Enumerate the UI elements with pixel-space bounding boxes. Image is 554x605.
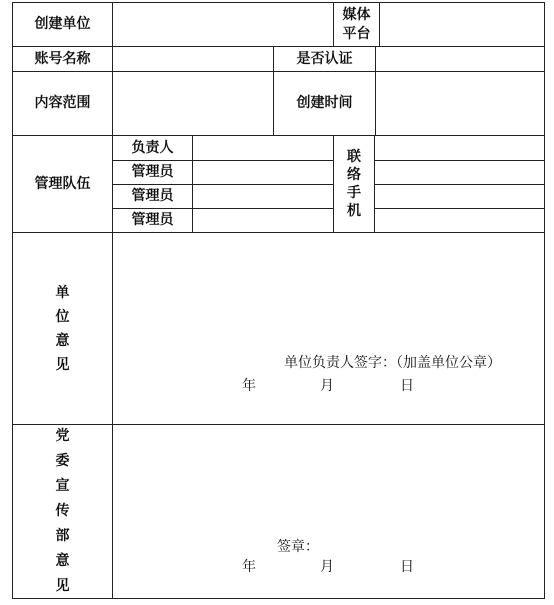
label-unit-opinion: [13, 233, 112, 424]
party-date-month: 月: [320, 559, 334, 575]
label-media-line2: 平台: [342, 25, 371, 42]
contact-char-4: 机: [347, 203, 361, 220]
unit-opinion-char-2: 位: [55, 308, 70, 325]
contact-char-2: 络: [347, 166, 361, 183]
party-date-year: 年: [242, 559, 256, 575]
label-leader: 负责人: [131, 139, 174, 156]
rule-cert-right: [375, 46, 376, 136]
border-bottom: [12, 598, 545, 599]
rule-phone-1: [374, 160, 545, 161]
rule-contact-right: [374, 135, 375, 233]
party-opinion-char-1: 党: [55, 428, 70, 444]
rule-media-right: [379, 2, 380, 47]
party-opinion-char-6: 意: [55, 553, 70, 569]
unit-opinion-char-3: 意: [55, 332, 70, 349]
party-opinion-char-3: 宣: [55, 478, 70, 494]
rule-role-col: [192, 135, 193, 233]
label-media-line1: 媒体: [342, 7, 371, 24]
label-content-scope: 内容范围: [34, 95, 91, 112]
unit-date-day: 日: [400, 378, 414, 394]
label-manager-3: 管理员: [131, 212, 174, 229]
label-manager-2: 管理员: [131, 188, 174, 205]
unit-opinion-char-4: 见: [55, 356, 70, 373]
unit-signature-text: 单位负责人签字：（加盖单位公章）: [284, 355, 501, 371]
rule-label-col: [112, 2, 113, 599]
label-party-publicity-opinion: [13, 425, 112, 598]
label-manager-1: 管理员: [131, 164, 174, 181]
label-certified: 是否认证: [296, 50, 353, 67]
party-opinion-char-5: 部: [55, 528, 70, 544]
party-date-day: 日: [400, 559, 414, 575]
label-contact-phone: [334, 136, 374, 232]
label-management-team: 管理队伍: [34, 175, 91, 192]
label-account-name: 账号名称: [34, 50, 91, 67]
unit-date-year: 年: [242, 378, 256, 394]
party-opinion-char-2: 委: [55, 453, 70, 469]
label-unit: 创建单位: [34, 16, 91, 33]
party-opinion-char-4: 传: [55, 503, 70, 519]
border-right: [544, 2, 545, 599]
rule-phone-2: [374, 184, 545, 185]
unit-date-month: 月: [320, 378, 334, 394]
contact-char-3: 手: [347, 185, 361, 201]
contact-char-1: 联: [347, 148, 361, 165]
rule-phone-3: [374, 208, 545, 209]
label-created-time: 创建时间: [296, 95, 353, 112]
unit-opinion-char-1: 单: [55, 284, 70, 301]
party-seal-text: 签章：: [277, 539, 319, 555]
label-media-platform: [334, 3, 379, 46]
party-opinion-char-7: 见: [55, 578, 70, 594]
